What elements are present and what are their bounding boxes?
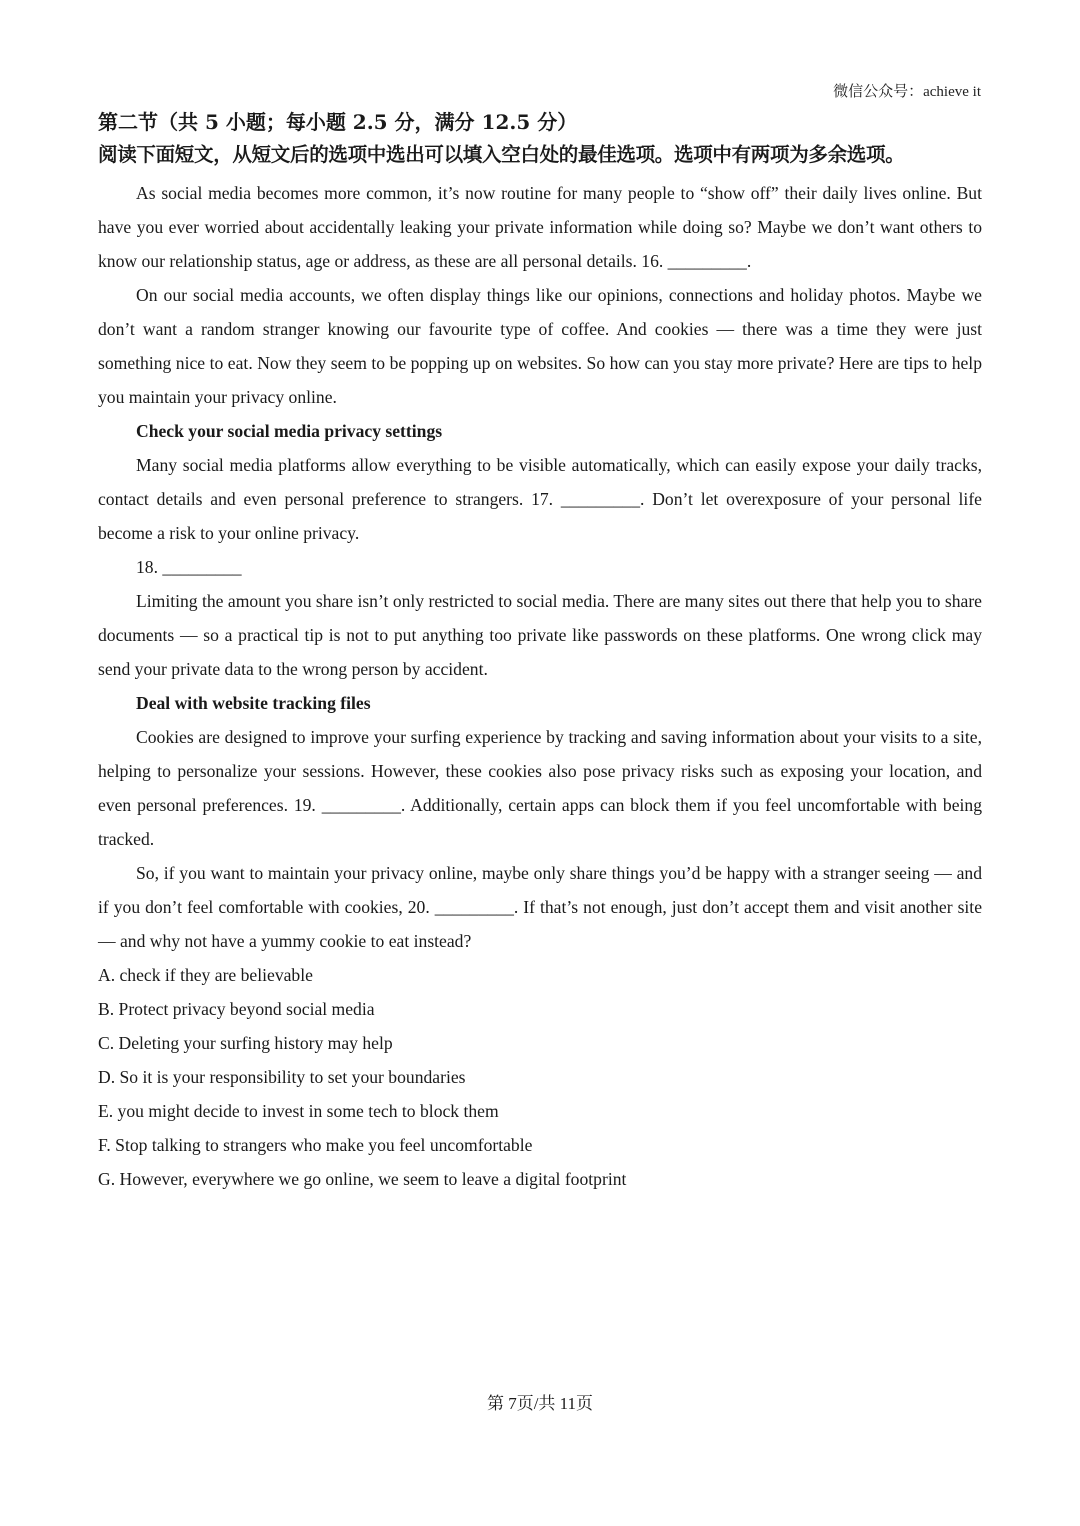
passage-subheading-1: Check your social media privacy settings [136, 421, 443, 441]
option-b: B. Protect privacy beyond social media [98, 999, 375, 1019]
section-title: 第二节（共 5 小题；每小题 2.5 分，满分 12.5 分） [98, 110, 578, 134]
instructions: 阅读下面短文，从短文后的选项中选出可以填入空白处的最佳选项。选项中有两项为多余选项。 [98, 143, 905, 166]
watermark: 微信公众号：achieve it [833, 84, 981, 100]
option-a: A. check if they are believable [98, 965, 313, 985]
passage-paragraph-1: As social media becomes more common, it’s now routine for many people to “show off” their daily lives online. But have you ever worried about accidentally leaking your private information while doing so? Maybe we don’t want others to know our relationship status, age or address, as these are all personal details. 16. _________. [98, 183, 982, 271]
option-c: C. Deleting your surfing history may help [98, 1033, 393, 1053]
option-d: D. So it is your responsibility to set your boundaries [98, 1067, 466, 1087]
page-number: 第 7页/共 11页 [486, 1394, 594, 1413]
option-e: E. you might decide to invest in some tech to block them [98, 1101, 499, 1121]
passage-paragraph-2: On our social media accounts, we often display things like our opinions, connections and holiday photos. Maybe we don’t want a random stranger knowing our favourite type of coffee. And cookies — there was a time they were just something nice to eat. Now they seem to be popping up on websites. So how can you stay more private? Here are tips to help you maintain your privacy online. [98, 285, 982, 407]
passage-paragraph-6: So, if you want to maintain your privacy online, maybe only share things you’d be happy with a stranger seeing — and if you don’t feel comfortable with cookies, 20. _________. If that’s not enough, just don’t accept them and visit another site — and why not have a yummy cookie to eat instead? [98, 863, 982, 951]
option-g: G. However, everywhere we go online, we seem to leave a digital footprint [98, 1169, 627, 1189]
passage-paragraph-5: Cookies are designed to improve your surfing experience by tracking and saving information about your visits to a site, helping to personalize your sessions. However, these cookies also pose privacy risks such as exposing your location, and even personal preferences. 19. _________. Additionally, certain apps can block them if you feel uncomfortable with being tracked. [98, 727, 982, 849]
option-f: F. Stop talking to strangers who make you feel uncomfortable [98, 1135, 533, 1155]
page-content [98, 108, 982, 1196]
passage-subheading-2: Deal with website tracking files [136, 693, 371, 713]
reading-passage [98, 176, 982, 958]
answer-options [98, 958, 982, 1196]
passage-paragraph-3: Many social media platforms allow everything to be visible automatically, which can easily expose your daily tracks, contact details and even personal preference to strangers. 17. _________. Don’t let overexposure of your personal life become a risk to your online privacy. [98, 455, 982, 543]
passage-paragraph-4: Limiting the amount you share isn’t only restricted to social media. There are many sites out there that help you to share documents — so a practical tip is not to put anything too private like passwords on these platforms. One wrong click may send your private data to the wrong person by accident. [98, 591, 982, 679]
blank-18: 18. _________ [136, 557, 242, 577]
